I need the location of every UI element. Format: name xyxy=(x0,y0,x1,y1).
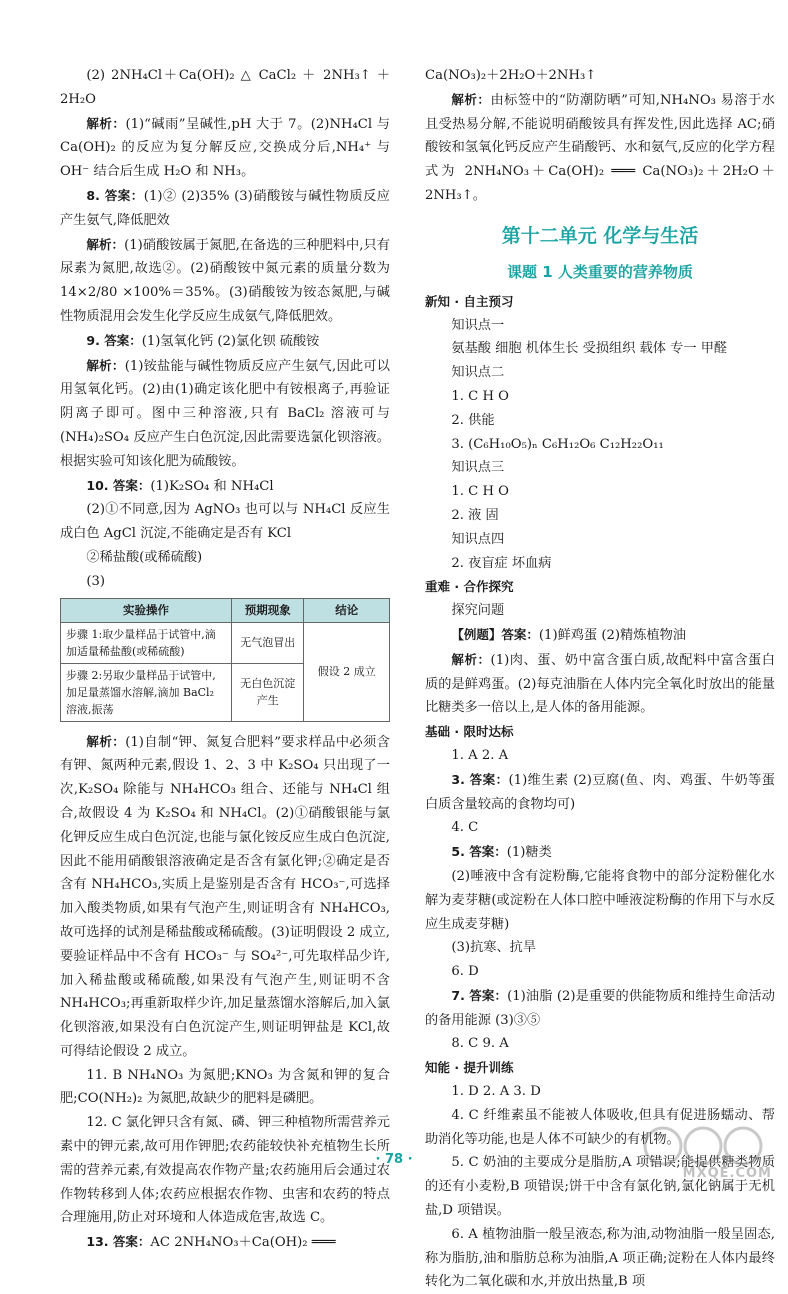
answer-line xyxy=(425,314,775,338)
answer-text: 知识点三 xyxy=(451,460,505,476)
answer-text: (1)自制“钾、氮复合肥料”要求样品中必须含有钾、氮两种元素,假设 1、2、3 中 K₂SO₄ 只出现了一次,K₂SO₄ 除能与 NH₄HCO₃ 组合、还能与 NH₄Cl 组合,故假设 4 为 K₂SO₄ 和 NH₄Cl。(2)①硝酸银能与氯化钾反应生成白色沉淀,也能与氯化铵反应生成白色沉淀,因此不能用硝酸银溶液确定是否含有氯化钾;②确定是否含有 NH₄HCO₃,实质上是鉴别是否含有 HCO₃⁻,可选择加入酸类物质,如果有气泡产生,则证明含有 NH₄HCO₃,故可选择的试剂是稀盐酸或稀硫酸。(3)证明假设 2 成立,要验证样品中不含有 HCO₃⁻ 与 SO₄²⁻,可先取样品少许,加入稀盐酸或稀硫酸,如果没有气泡产生,则证明不含 NH₄HCO₃;再重新取样少许,加足量蒸馏水溶解后,加入氯化钡溶液,如果没有白色沉淀产生,则证明钾盐是 KCl,故可得结论假设 2 成立。 xyxy=(60,734,395,1059)
answer-text: 4. C xyxy=(451,820,479,836)
answer-label: 9. 答案： xyxy=(86,332,142,348)
answer-line xyxy=(60,570,390,594)
answer-line xyxy=(60,184,390,233)
answer-text: (1)铵盐能与碱性物质反应产生氨气,因此可以用氢氧化钙。(2)由(1)确定该化肥中有铵根离子,再验证阴离子即可。图中三种溶液,只有 BaCl₂ 溶液可与 (NH₄)₂SO₄ 反应产生白色沉淀,因此需要选氯化钡溶液。根据实验可知该化肥为硫酸铵。 xyxy=(60,358,395,469)
answer-line xyxy=(60,474,390,499)
answer-line xyxy=(60,112,395,184)
answer-text: 知识点四 xyxy=(451,531,505,547)
answer-line xyxy=(425,816,775,840)
answer-line xyxy=(425,64,775,88)
answer-text: (1)糖类 xyxy=(506,845,552,861)
answer-line xyxy=(425,865,775,936)
answer-line xyxy=(60,1230,390,1255)
unit-title: 第十二单元 化学与生活 xyxy=(501,224,699,247)
answer-label: 解析： xyxy=(86,236,125,252)
answer-line xyxy=(60,233,395,329)
table-cell: 无气泡冒出 xyxy=(232,622,304,663)
answer-line xyxy=(425,361,775,385)
answer-text: 6. A 植物油脂一般呈液态,称为油,动物油脂一般呈固态,称为脂肪,油和脂肪总称为油脂,A 项正确;淀粉在人体内最终转化为二氧化碳和水,并放出热量,B 项 xyxy=(425,1226,775,1290)
answer-text: (1)肉、蛋、奶中富含蛋白质,故配料中富含蛋白质的是鲜鸡蛋。(2)每克油脂在人体内完全氧化时放出的能量比糖类多一倍以上,是人体的备用能源。 xyxy=(425,652,775,716)
answer-line xyxy=(425,433,775,457)
table-cell: 步骤 1:取少量样品于试管中,滴加适量稀盐酸(或稀硫酸) xyxy=(61,622,232,663)
answer-text: 2. 供能 xyxy=(451,412,495,428)
answer-line xyxy=(425,1223,775,1294)
answer-line xyxy=(60,1064,390,1112)
answer-text: 1. C H O xyxy=(451,484,509,500)
answer-text: (1)维生素 (2)豆腐(鱼、肉、鸡蛋、牛奶等蛋白质含量较高的食物均可) xyxy=(425,772,775,812)
answer-label: 13. 答案： xyxy=(86,1234,151,1250)
table-header: 预期现象 xyxy=(232,598,304,622)
answer-line xyxy=(425,552,775,576)
answer-text: 6. D xyxy=(451,964,479,980)
answer-line xyxy=(425,840,775,865)
answer-text: (1)K₂SO₄ 和 NH₄Cl xyxy=(150,478,274,494)
answer-line xyxy=(425,744,775,768)
answer-text: 探究问题 xyxy=(451,603,505,619)
answer-text: 2. 液 固 xyxy=(451,507,499,523)
answer-text: 2. 夜盲症 坏血病 xyxy=(451,555,552,571)
answer-text: (3) xyxy=(86,573,106,589)
answer-text: 1. D 2. A 3. D xyxy=(451,1084,541,1100)
table-cell-conclusion: 假设 2 成立 xyxy=(304,622,390,721)
right-column xyxy=(425,64,775,1294)
watermark-logo xyxy=(641,1124,776,1186)
section-heading: 基础 · 限时达标 xyxy=(425,724,514,740)
answer-line xyxy=(425,984,775,1033)
answer-label: 5. 答案： xyxy=(451,844,507,860)
answer-text: AC 2NH₄NO₃＋Ca(OH)₂ ═══ xyxy=(150,1235,336,1251)
right-answers-top xyxy=(425,64,775,208)
lesson-title: 课题 1 人类重要的营养物质 xyxy=(507,262,693,281)
answer-text: 4. C 纤维素虽不能被人体吸收,但具有促进肠蠕动、帮助消化等功能,也是人体不可缺少的有机物。 xyxy=(425,1107,775,1147)
answer-line xyxy=(60,64,395,112)
answer-text: (1)氢氧化钙 (2)氯化钡 硫酸铵 xyxy=(141,333,320,349)
answer-line xyxy=(425,1080,775,1104)
answer-text: (1)油脂 (2)是重要的供能物质和维持生命活动的备用能源 (3)③⑤ xyxy=(425,988,775,1028)
table-header: 结论 xyxy=(304,598,390,622)
answer-line xyxy=(425,385,775,409)
answer-line xyxy=(425,456,775,480)
answer-text: Ca(NO₃)₂＋2H₂O＋2NH₃↑ xyxy=(425,68,597,83)
answer-label: 8. 答案： xyxy=(86,187,144,203)
answer-line xyxy=(60,730,395,1064)
answer-line xyxy=(60,354,395,474)
table-cell: 步骤 2:另取少量样品于试管中,加足量蒸馏水溶解,滴加 BaCl₂ 溶液,振荡 xyxy=(61,663,232,721)
experiment-table xyxy=(60,598,390,722)
answer-text: ②稀盐酸(或稀硫酸) xyxy=(86,549,203,565)
section-heading: 新知 · 自主预习 xyxy=(425,293,514,309)
answer-label: 解析： xyxy=(86,115,126,131)
answer-text: (1)“碱雨”呈碱性,pH 大于 7。(2)NH₄Cl 与 Ca(OH)₂ 的反应为复分解反应,交换成分后,NH₄⁺ 与 OH⁻ 结合后生成 H₂O 和 NH₃。 xyxy=(60,116,395,180)
section-heading: 重难 · 合作探究 xyxy=(425,579,514,595)
answer-line xyxy=(425,504,775,528)
answer-text: (2)唾液中含有淀粉酶,它能将食物中的部分淀粉催化水解为麦芽糖(或淀粉在人体口腔中唾液淀粉酶的作用下与水反应生成麦芽糖) xyxy=(425,868,775,932)
answer-label: 解析： xyxy=(86,357,125,373)
answer-line xyxy=(425,409,775,433)
page-number: · 78 · xyxy=(375,1152,413,1167)
table-header: 实验操作 xyxy=(61,598,232,622)
answer-text: 1. A 2. A xyxy=(451,747,509,763)
answer-line xyxy=(425,648,775,720)
table-row xyxy=(61,622,390,663)
answer-label: 解析： xyxy=(451,91,491,107)
answer-line xyxy=(425,88,775,208)
answer-text: 氨基酸 细胞 机体生长 受损组织 载体 专一 甲醛 xyxy=(451,341,728,357)
answer-line xyxy=(425,599,775,623)
table-cell: 无白色沉淀产生 xyxy=(232,663,304,721)
answer-label: 【例题】答案： xyxy=(451,626,539,642)
section-heading: 知能 · 提升训练 xyxy=(425,1060,514,1076)
answer-line xyxy=(425,960,775,984)
answer-text: 知识点一 xyxy=(451,317,505,333)
answer-line xyxy=(425,1032,775,1056)
answer-text: (1)② (2)35% (3)硝酸铵与碱性物质反应产生氨气,降低肥效 xyxy=(60,188,390,228)
answer-text: 5. C 奶油的主要成分是脂肪,A 项错误;能提供糖类物质的还有小麦粉,B 项错误;饼干中含有氯化钠,氯化钠属于无机盐,D 项错误。 xyxy=(425,1155,775,1219)
answer-text: 3. (C₆H₁₀O₅)ₙ C₆H₁₂O₆ C₁₂H₂₂O₁₁ xyxy=(451,436,664,452)
answer-label: 3. 答案： xyxy=(451,771,509,787)
answer-text: (1)鲜鸡蛋 (2)精炼植物油 xyxy=(538,627,686,643)
watermark-text: MXQE.COM xyxy=(682,1166,772,1182)
answer-line xyxy=(425,337,775,361)
answer-text: 由标签中的“防潮防晒”可知,NH₄NO₃ 易溶于水且受热易分解,不能说明硝酸铵具有挥发性,因此选择 AC;硝酸铵和氢氧化钙反应产生硝酸钙、水和氨气,反应的化学方程式为 2NH₄NO₃＋Ca(OH)₂ ═══ Ca(NO₃)₂＋2H₂O＋2NH₃↑。 xyxy=(425,92,775,203)
answer-line xyxy=(60,546,390,570)
answer-text: (1)硝酸铵属于氮肥,在备选的三种肥料中,只有尿素为氮肥,故选②。(2)硝酸铵中氮元素的质量分数为 14×2/80 ×100%＝35%。(3)硝酸铵为铵态氮肥,与碱性物质混用会发生化学反应生成氨气,降低肥效。 xyxy=(60,237,395,324)
answer-text: (3)抗寒、抗旱 xyxy=(451,940,537,956)
answer-line xyxy=(425,480,775,504)
answer-line xyxy=(425,936,775,960)
answer-text: 1. C H O xyxy=(451,388,509,404)
answer-line xyxy=(425,623,775,648)
answer-text: (2) 2NH₄Cl＋Ca(OH)₂ △ CaCl₂ ＋ 2NH₃↑ ＋ 2H₂O xyxy=(60,68,395,107)
answer-text: 12. C 氯化钾只含有氮、磷、钾三种植物所需营养元素中的钾元素,故可用作钾肥;农药能较快补充植物生长所需的营养元素,有效提高农作物产量;农药施用后会通过农作物转移到人体;农药应根据农作物、虫害和农药的特点合理施用,防止对环境和人体造成危害,故选 C。 xyxy=(60,1115,390,1226)
answer-label: 解析： xyxy=(86,733,126,749)
answer-label: 10. 答案： xyxy=(86,477,151,493)
left-answers-top xyxy=(60,64,395,594)
answer-label: 7. 答案： xyxy=(451,987,508,1003)
answer-label: 解析： xyxy=(451,651,491,667)
answer-text: 8. C 9. A xyxy=(451,1036,509,1052)
answer-line xyxy=(60,498,390,546)
answer-text: 知识点二 xyxy=(451,365,505,381)
answer-line xyxy=(425,528,775,552)
answer-text: 11. B NH₄NO₃ 为氮肥;KNO₃ 为含氮和钾的复合肥;CO(NH₂)₂ 为氮肥,故缺少的肥料是磷肥。 xyxy=(60,1067,390,1107)
answer-line xyxy=(425,768,775,817)
answer-line xyxy=(60,329,390,354)
answer-text: (2)①不同意,因为 AgNO₃ 也可以与 NH₄Cl 反应生成白色 AgCl 沉淀,不能确定是否有 KCl xyxy=(60,502,390,542)
